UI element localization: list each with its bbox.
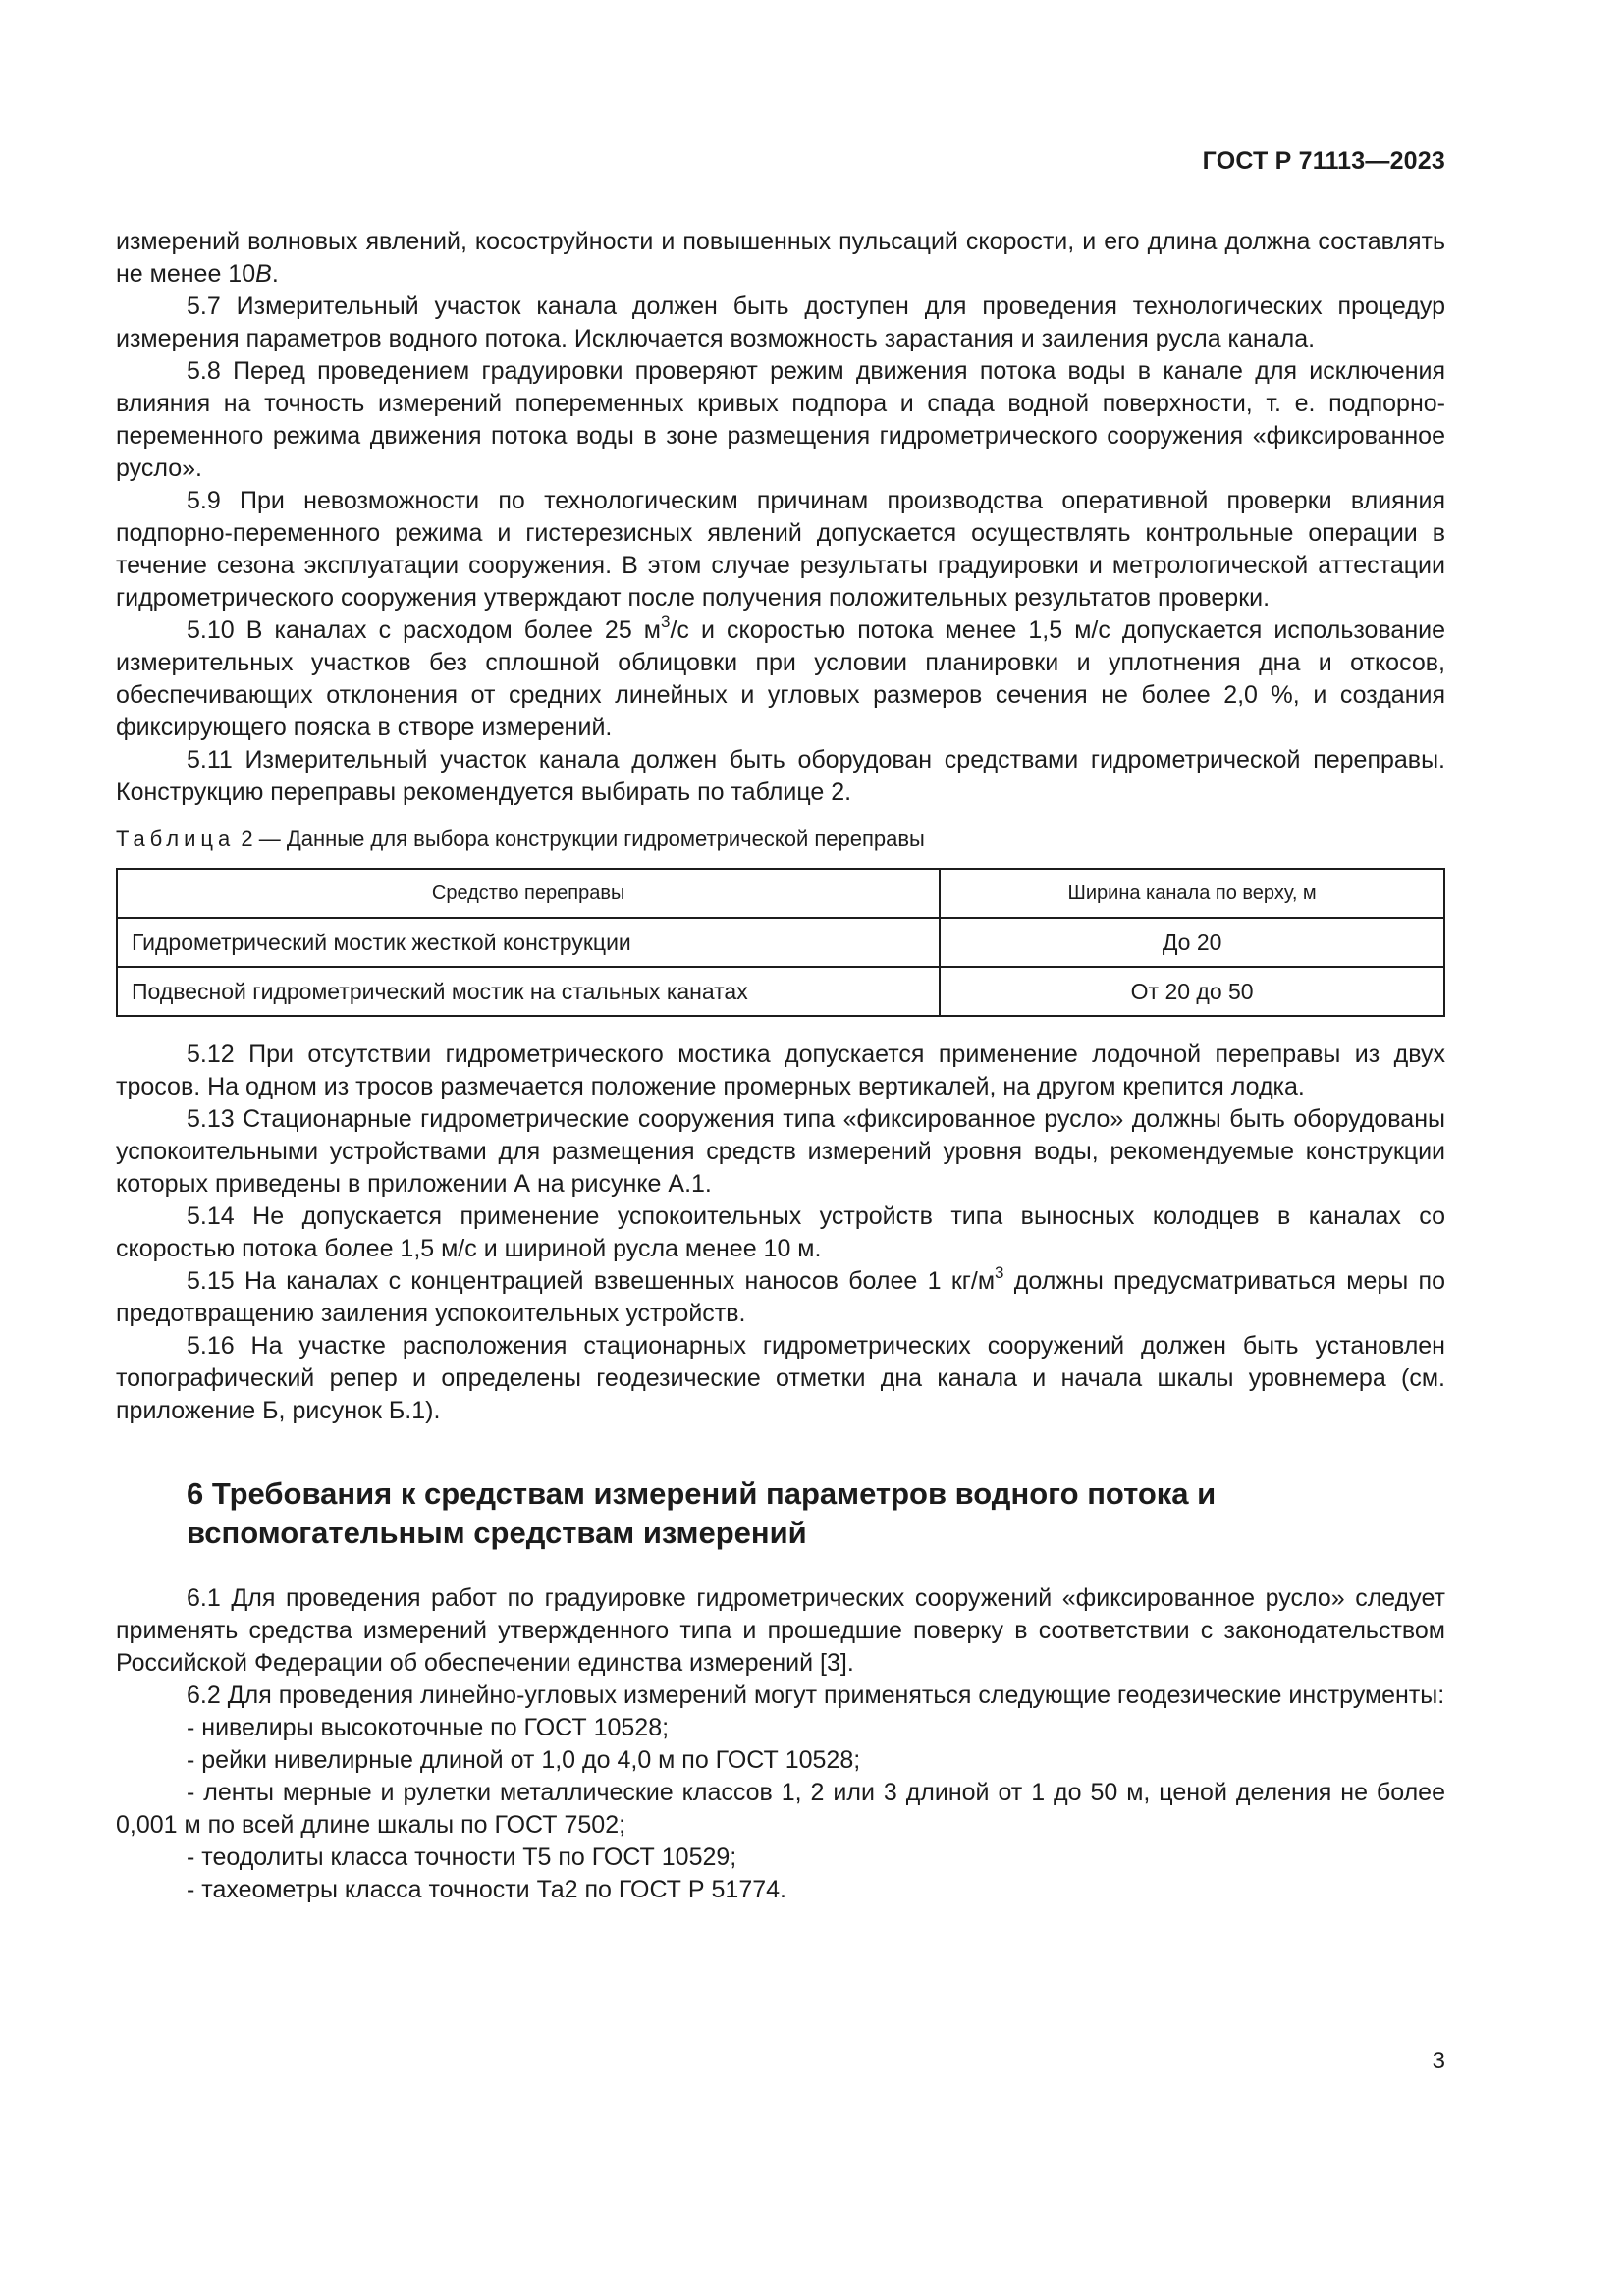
list-item: - тахеометры класса точности Та2 по ГОСТ Р 51774. (187, 1876, 786, 1903)
paragraph-5-16: 5.16 На участке расположения стационарных гидрометрических сооружений должен быть установлен топографический репер и определены геодезические отметки дна канала и начала шкалы уровнемера (см. приложение Б, рисунок Б.1). (116, 1332, 1445, 1424)
superscript: 3 (660, 613, 671, 631)
page-number: 3 (1432, 2048, 1445, 2074)
paragraph-text-rest: /с и скоростью потока менее 1,5 м/с допускается использование измерительных участков без сплошной облицовки при условии планировки и уплотнения дна и откосов, обеспечивающих отклонения от средних линейных и угловых размеров сечения не более 2,0 %, и создания фиксирующего пояска в створе измерений. (116, 616, 1446, 741)
table-cell: Гидрометрический мостик жесткой конструкции (117, 918, 940, 967)
section-heading-line: 6 Требования к средствам измерений параметров водного потока и (187, 1476, 1217, 1511)
paragraph-6-2: 6.2 Для проведения линейно-угловых измерений могут применяться следующие геодезические инструменты: (187, 1682, 1445, 1709)
paragraph-text: измерений волновых явлений, косоструйности и повышенных пульсаций скорости, и его длина должна составлять не менее 10 (116, 228, 1445, 288)
paragraph-5-9: 5.9 При невозможности по технологическим причинам производства оперативной проверки влияния подпорно-переменного режима и гистерезисных явлений допускается осуществлять контрольные операции в течение сезона эксплуатации сооружения. В этом случае результаты градуировки и метрологической аттестации гидрометрического сооружения утверждают после получения положительных результатов проверки. (116, 487, 1445, 612)
list-item: - нивелиры высокоточные по ГОСТ 10528; (187, 1714, 670, 1741)
table-caption (116, 825, 1445, 854)
table-caption-text: 2 — Данные для выбора конструкции гидрометрической переправы (235, 827, 925, 851)
paragraph-text-rest: должны предусматриваться меры по предотвращению заиления успокоительных устройств. (116, 1267, 1445, 1327)
paragraph-5-10 (116, 614, 1445, 744)
paragraph-text: 5.15 На каналах с концентрацией взвешенных наносов более 1 кг/м (187, 1267, 996, 1295)
table-cell: Подвесной гидрометрический мостик на стальных канатах (117, 967, 940, 1016)
paragraph-5-11: 5.11 Измерительный участок канала должен быть оборудован средствами гидрометрической переправы. Конструкцию переправы рекомендуется выбирать по таблице 2. (116, 746, 1445, 806)
paragraph-continuation (116, 226, 1445, 291)
list-item: - ленты мерные и рулетки металлические классов 1, 2 или 3 длиной от 1 до 50 м, ценой деления не более 0,001 м по всей длине шкалы по ГОСТ 7502; (116, 1779, 1445, 1839)
list-item: - теодолиты класса точности Т5 по ГОСТ 10529; (187, 1843, 737, 1871)
superscript: 3 (995, 1263, 1004, 1282)
list-item: - рейки нивелирные длиной от 1,0 до 4,0 м по ГОСТ 10528; (187, 1746, 861, 1774)
table-row (117, 967, 1444, 1016)
document-body (116, 226, 1445, 1906)
paragraph-6-1: 6.1 Для проведения работ по градуировке гидрометрических сооружений «фиксированное русло» следует применять средства измерений утвержденного типа и прошедшие поверку в соответствии с законодательством Российской Федерации об обеспечении единства измерений [3]. (116, 1584, 1445, 1677)
table-row (117, 918, 1444, 967)
paragraph-5-13: 5.13 Стационарные гидрометрические сооружения типа «фиксированное русло» должны быть оборудованы успокоительными устройствами для размещения средств измерений уровня воды, рекомендуемые конструкции которых приведены в приложении А на рисунке А.1. (116, 1105, 1445, 1198)
paragraph-5-8: 5.8 Перед проведением градуировки проверяют режим движения потока воды в канале для исключения влияния на точность измерений попеременных кривых подпора и спада водной поверхности, т. е. подпорно-переменного режима движения потока воды в зоне размещения гидрометрического сооружения «фиксированное русло». (116, 357, 1445, 482)
section-heading-line: вспомогательным средствам измерений (187, 1516, 807, 1550)
table-header-row (117, 869, 1444, 918)
paragraph-5-14: 5.14 Не допускается применение успокоительных устройств типа выносных колодцев в каналах со скоростью потока более 1,5 м/с и шириной русла менее 10 м. (116, 1202, 1445, 1262)
crossing-table (116, 868, 1445, 1017)
italic-symbol: B (255, 260, 272, 288)
table-caption-label: Таблица (116, 827, 236, 851)
table-cell: От 20 до 50 (940, 967, 1444, 1016)
paragraph-text: 5.10 В каналах с расходом более 25 м (187, 616, 661, 644)
paragraph-5-7: 5.7 Измерительный участок канала должен быть доступен для проведения технологических процедур измерения параметров водного потока. Исключается возможность зарастания и заиления русла канала. (116, 293, 1445, 352)
table-cell: До 20 (940, 918, 1444, 967)
document-header: ГОСТ Р 71113—2023 (1202, 147, 1445, 175)
column-header: Средство переправы (117, 869, 940, 918)
paragraph-5-15 (116, 1265, 1445, 1330)
column-header: Ширина канала по верху, м (940, 869, 1444, 918)
section-heading (187, 1474, 1445, 1553)
period: . (271, 260, 279, 288)
paragraph-5-12: 5.12 При отсутствии гидрометрического мостика допускается применение лодочной переправы из двух тросов. На одном из тросов размечается положение промерных вертикалей, на другом крепится лодка. (116, 1041, 1445, 1100)
